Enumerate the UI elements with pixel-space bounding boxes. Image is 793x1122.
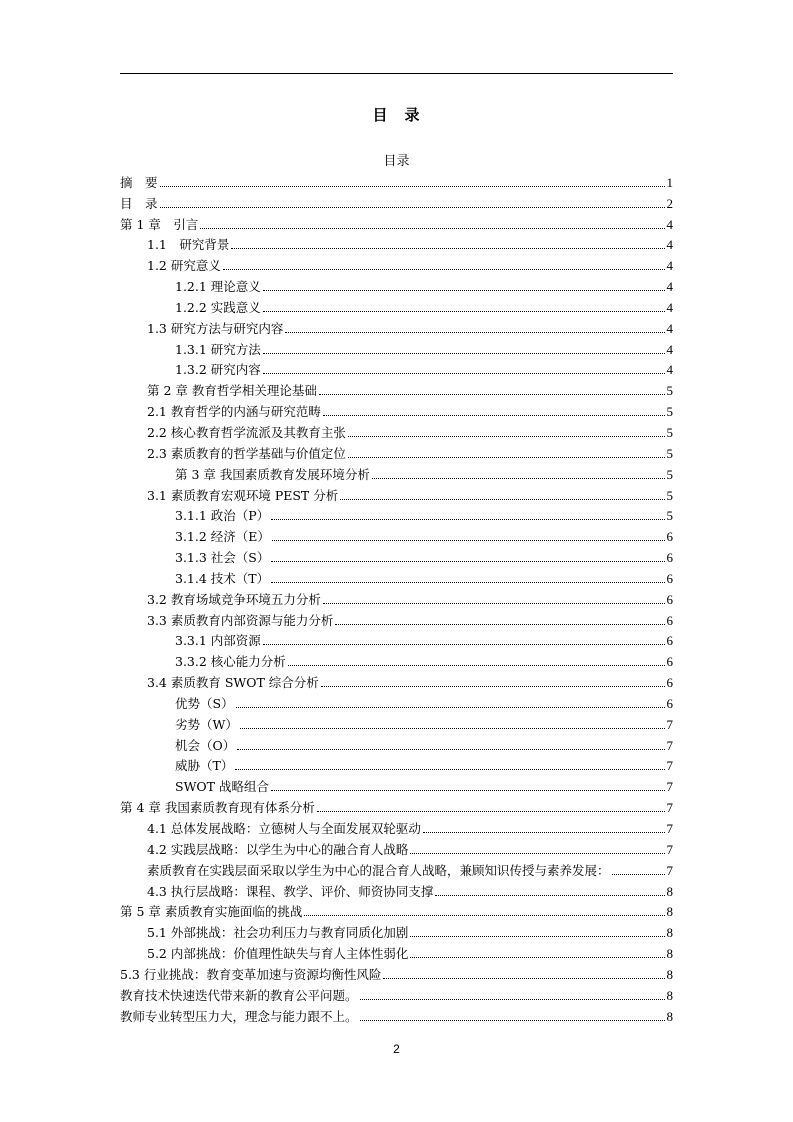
toc-entry-page: 4 xyxy=(666,216,673,232)
toc-entry-title: 教育技术快速迭代带来新的教育公平问题。 xyxy=(120,987,358,1003)
toc-entry[interactable] xyxy=(120,755,673,776)
toc-dot-leader xyxy=(240,728,665,729)
toc-entry[interactable] xyxy=(120,963,673,984)
toc-entry-page: 8 xyxy=(666,1008,673,1024)
toc-dot-leader xyxy=(360,1020,665,1021)
toc-entry-page: 6 xyxy=(666,633,673,649)
toc-entry-title: 3.1.4 技术（T） xyxy=(175,570,270,586)
toc-entry-page: 5 xyxy=(666,466,673,482)
toc-entry[interactable] xyxy=(120,400,673,421)
toc-dot-leader xyxy=(263,644,665,645)
toc-entry-title: 目 录 xyxy=(120,195,158,211)
toc-entry[interactable] xyxy=(120,1005,673,1026)
toc-entry-page: 7 xyxy=(666,737,673,753)
toc-entry-title: 1.3.1 研究方法 xyxy=(175,341,261,357)
toc-dot-leader xyxy=(271,790,665,791)
toc-entry-title: 教师专业转型压力大，理念与能力跟不上。 xyxy=(120,1008,358,1024)
toc-entry-title: 3.1.2 经济（E） xyxy=(175,529,270,545)
toc-entry[interactable] xyxy=(120,671,673,692)
toc-entry[interactable] xyxy=(120,734,673,755)
toc-entry-title: 3.4 素质教育 SWOT 综合分析 xyxy=(147,675,319,691)
toc-entry-page: 6 xyxy=(666,570,673,586)
toc-dot-leader xyxy=(235,769,664,770)
toc-dot-leader xyxy=(271,582,664,583)
toc-entry[interactable] xyxy=(120,484,673,505)
toc-dot-leader xyxy=(612,874,665,875)
toc-entry[interactable] xyxy=(120,942,673,963)
toc-entry-page: 4 xyxy=(666,258,673,274)
toc-entry-title: 3.1.3 社会（S） xyxy=(175,550,270,566)
page-number: 2 xyxy=(393,1042,400,1056)
toc-entry-page: 6 xyxy=(666,654,673,670)
toc-entry[interactable] xyxy=(120,984,673,1005)
toc-entry-title: 5.3 行业挑战：教育变革加速与资源均衡性风险 xyxy=(120,966,382,982)
toc-entry[interactable] xyxy=(120,921,673,942)
toc-entry-page: 6 xyxy=(666,612,673,628)
toc-entry[interactable] xyxy=(120,421,673,442)
toc-entry-page: 6 xyxy=(666,529,673,545)
toc-dot-leader xyxy=(323,603,665,604)
toc-entry-page: 6 xyxy=(666,675,673,691)
toc-entry-page: 7 xyxy=(666,841,673,857)
toc-dot-leader xyxy=(272,540,665,541)
toc-entry[interactable] xyxy=(120,609,673,630)
toc-entry[interactable] xyxy=(120,713,673,734)
toc-entry-page: 4 xyxy=(666,299,673,315)
toc-dot-leader xyxy=(410,957,664,958)
toc-entry[interactable] xyxy=(120,505,673,526)
toc-entry[interactable] xyxy=(120,588,673,609)
toc-entry-page: 6 xyxy=(666,550,673,566)
toc-entry-title: 5.1 外部挑战：社会功利压力与教育同质化加剧 xyxy=(147,925,409,941)
toc-dot-leader xyxy=(335,624,664,625)
toc-entry-title: 2.1 教育哲学的内涵与研究范畴 xyxy=(147,404,321,420)
toc-dot-leader xyxy=(223,269,665,270)
toc-dot-leader xyxy=(288,665,665,666)
toc-entry-page: 4 xyxy=(666,279,673,295)
table-of-contents xyxy=(120,171,673,1026)
toc-entry-page: 8 xyxy=(666,966,673,982)
toc-entry[interactable] xyxy=(120,379,673,400)
toc-entry-title: 第 2 章 教育哲学相关理论基础 xyxy=(147,383,317,399)
toc-entry-title: 1.2.1 理论意义 xyxy=(175,279,261,295)
toc-entry-title: SWOT 战略组合 xyxy=(175,779,269,795)
toc-entry-page: 5 xyxy=(666,424,673,440)
toc-entry-title: 威胁（T） xyxy=(175,758,234,774)
toc-entry[interactable] xyxy=(120,338,673,359)
toc-dot-leader xyxy=(271,561,664,562)
toc-entry-page: 8 xyxy=(666,883,673,899)
toc-entry-title: 1.1 研究背景 xyxy=(147,237,230,253)
toc-dot-leader xyxy=(285,332,664,333)
toc-entry-page: 7 xyxy=(666,862,673,878)
toc-entry[interactable] xyxy=(120,463,673,484)
toc-dot-leader xyxy=(340,499,664,500)
toc-entry-title: 1.3.2 研究内容 xyxy=(175,362,261,378)
toc-entry-title: 摘 要 xyxy=(120,174,158,190)
toc-entry-page: 5 xyxy=(666,487,673,503)
toc-entry-title: 2.2 核心教育哲学流派及其教育主张 xyxy=(147,424,346,440)
toc-entry[interactable] xyxy=(120,796,673,817)
toc-entry[interactable] xyxy=(120,880,673,901)
toc-entry-title: 2.3 素质教育的哲学基础与价值定位 xyxy=(147,445,346,461)
toc-entry-title: 机会（O） xyxy=(175,737,236,753)
toc-entry-page: 8 xyxy=(666,904,673,920)
toc-entry-title: 1.3 研究方法与研究内容 xyxy=(147,320,284,336)
toc-dot-leader xyxy=(348,457,665,458)
toc-entry[interactable] xyxy=(120,775,673,796)
toc-entry-page: 7 xyxy=(666,800,673,816)
toc-entry-title: 优势（S） xyxy=(175,695,234,711)
toc-dot-leader xyxy=(237,749,664,750)
toc-entry-page: 4 xyxy=(666,320,673,336)
toc-dot-leader xyxy=(383,978,664,979)
toc-entry-title: 第 1 章 引言 xyxy=(120,216,199,232)
toc-entry-page: 7 xyxy=(666,716,673,732)
toc-entry-title: 4.2 实践层战略：以学生为中心的融合育人战略 xyxy=(147,841,409,857)
toc-entry[interactable] xyxy=(120,692,673,713)
toc-entry-page: 2 xyxy=(666,195,673,211)
toc-dot-leader xyxy=(410,936,664,937)
toc-entry[interactable] xyxy=(120,359,673,380)
toc-entry-title: 3.3.2 核心能力分析 xyxy=(175,654,286,670)
toc-entry[interactable] xyxy=(120,901,673,922)
toc-entry-title: 第 4 章 我国素质教育现有体系分析 xyxy=(120,800,315,816)
toc-entry[interactable] xyxy=(120,838,673,859)
toc-dot-leader xyxy=(263,290,665,291)
toc-dot-leader xyxy=(236,707,665,708)
toc-dot-leader xyxy=(319,394,665,395)
toc-dot-leader xyxy=(360,999,665,1000)
toc-entry-title: 第 5 章 素质教育实施面临的挑战 xyxy=(120,904,303,920)
toc-entry[interactable] xyxy=(120,859,673,880)
toc-entry-page: 6 xyxy=(666,591,673,607)
toc-entry-title: 3.1 素质教育宏观环境 PEST 分析 xyxy=(147,487,339,503)
toc-entry-title: 4.3 执行层战略：课程、教学、评价、师资协同支撑 xyxy=(147,883,434,899)
toc-entry-title: 5.2 内部挑战：价值理性缺失与育人主体性弱化 xyxy=(147,946,409,962)
document-title: 目 录 xyxy=(372,106,421,124)
toc-entry-page: 5 xyxy=(666,445,673,461)
toc-dot-leader xyxy=(304,915,664,916)
toc-dot-leader xyxy=(263,353,665,354)
toc-entry[interactable] xyxy=(120,546,673,567)
toc-entry[interactable] xyxy=(120,442,673,463)
toc-dot-leader xyxy=(410,853,664,854)
toc-entry[interactable] xyxy=(120,171,673,192)
toc-dot-leader xyxy=(423,832,665,833)
toc-entry-title: 第 3 章 我国素质教育发展环境分析 xyxy=(175,466,370,482)
toc-dot-leader xyxy=(200,228,664,229)
toc-entry[interactable] xyxy=(120,650,673,671)
toc-entry-page: 7 xyxy=(666,821,673,836)
toc-entry[interactable] xyxy=(120,275,673,296)
toc-entry[interactable] xyxy=(120,296,673,317)
toc-entry-page: 4 xyxy=(666,341,673,357)
toc-dot-leader xyxy=(263,373,665,374)
toc-entry-page: 8 xyxy=(666,925,673,941)
toc-entry-page: 7 xyxy=(666,758,673,774)
toc-entry-title: 3.2 教育场域竞争环境五力分析 xyxy=(147,591,321,607)
toc-entry[interactable] xyxy=(120,234,673,255)
toc-heading: 目录 xyxy=(383,154,410,169)
toc-entry-page: 4 xyxy=(666,237,673,253)
toc-entry-page: 4 xyxy=(666,362,673,378)
toc-entry-page: 8 xyxy=(666,946,673,962)
toc-dot-leader xyxy=(372,478,665,479)
toc-entry-page: 5 xyxy=(666,508,673,524)
toc-dot-leader xyxy=(435,895,664,896)
toc-entry-title: 1.2 研究意义 xyxy=(147,258,221,274)
toc-dot-leader xyxy=(271,519,664,520)
toc-dot-leader xyxy=(348,436,665,437)
toc-dot-leader xyxy=(323,415,665,416)
toc-dot-leader xyxy=(321,686,665,687)
toc-dot-leader xyxy=(160,186,665,187)
toc-entry-title: 劣势（W） xyxy=(175,716,238,732)
toc-entry[interactable] xyxy=(120,213,673,234)
header-rule xyxy=(120,73,673,74)
toc-entry-title: 1.2.2 实践意义 xyxy=(175,299,261,315)
toc-entry-page: 1 xyxy=(666,174,673,190)
toc-entry-title: 3.1.1 政治（P） xyxy=(175,508,270,524)
toc-entry[interactable] xyxy=(120,525,673,546)
toc-entry-title: 3.3 素质教育内部资源与能力分析 xyxy=(147,612,334,628)
toc-dot-leader xyxy=(263,311,665,312)
toc-entry-page: 5 xyxy=(666,404,673,420)
toc-entry-page: 8 xyxy=(666,987,673,1003)
toc-entry-title: 素质教育在实践层面采取以学生为中心的混合育人战略，兼顾知识传授与素养发展： xyxy=(147,862,610,878)
toc-entry[interactable] xyxy=(120,254,673,275)
toc-entry-page: 6 xyxy=(666,695,673,711)
toc-entry-title: 3.3.1 内部资源 xyxy=(175,633,261,649)
toc-entry[interactable] xyxy=(120,192,673,213)
toc-entry[interactable] xyxy=(120,630,673,651)
toc-entry[interactable] xyxy=(120,317,673,338)
toc-entry-page: 5 xyxy=(666,383,673,399)
toc-entry-page: 7 xyxy=(666,779,673,795)
toc-dot-leader xyxy=(160,207,665,208)
toc-entry[interactable] xyxy=(120,817,673,838)
toc-entry[interactable] xyxy=(120,567,673,588)
toc-dot-leader xyxy=(317,811,665,812)
toc-dot-leader xyxy=(231,248,664,249)
toc-entry-title: 4.1 总体发展战略：立德树人与全面发展双轮驱动 xyxy=(147,821,421,836)
